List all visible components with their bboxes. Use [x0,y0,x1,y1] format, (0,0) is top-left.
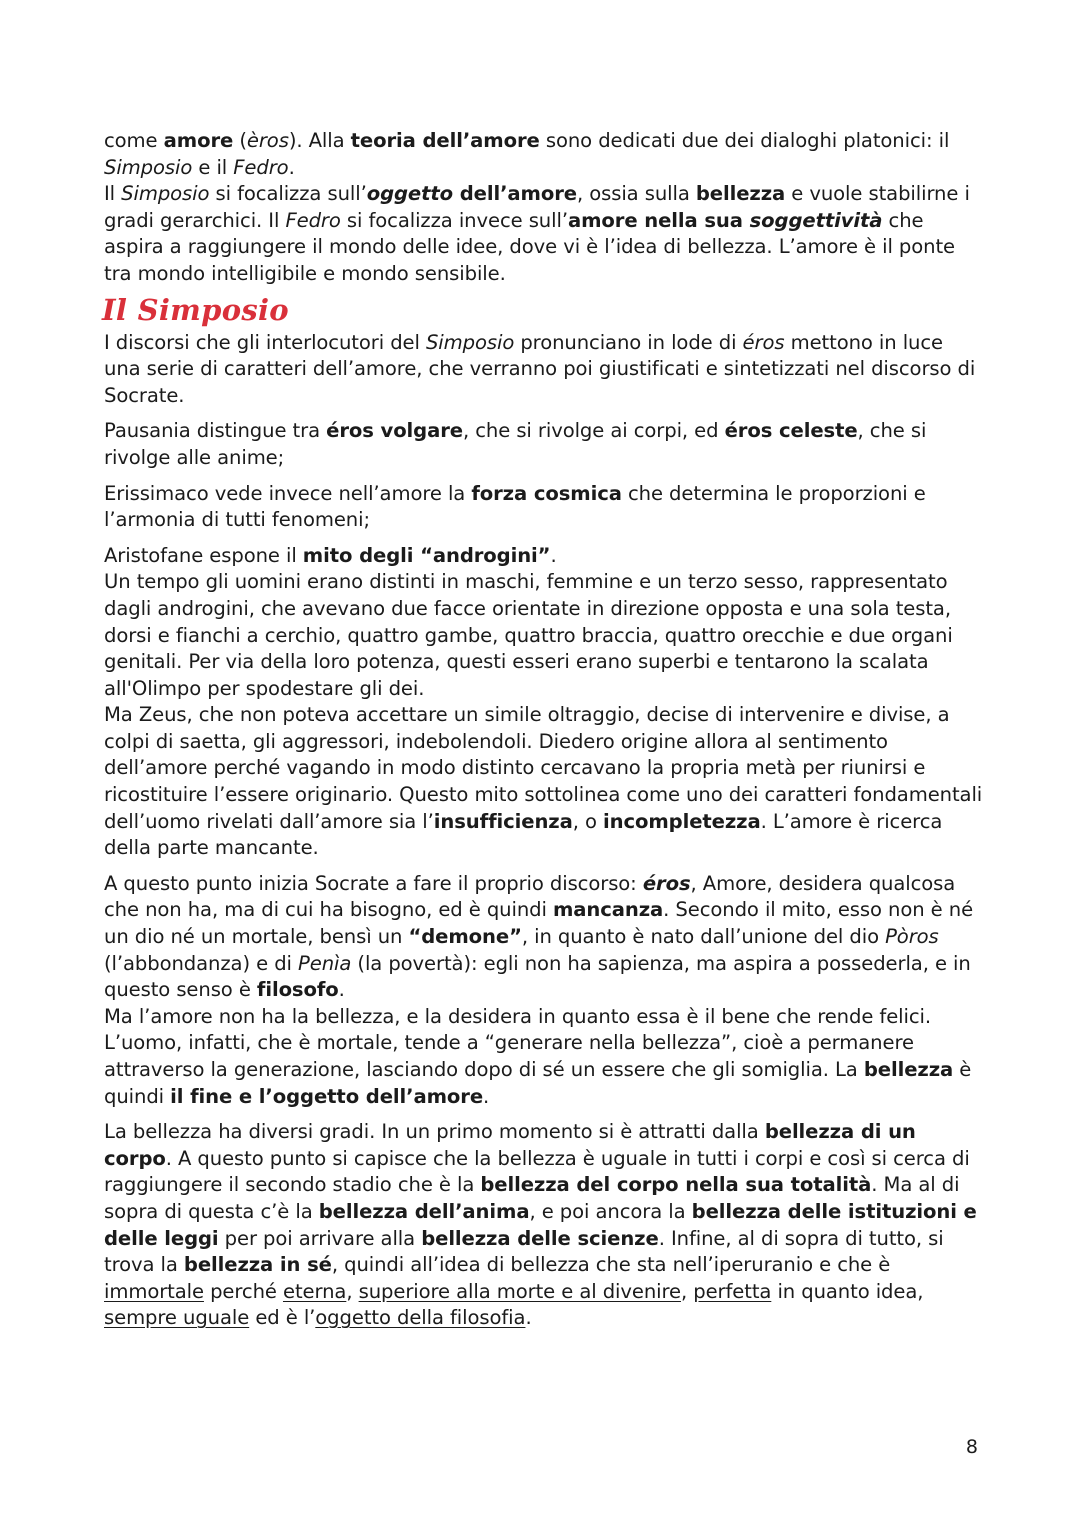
text-run: sempre uguale [104,1306,250,1330]
text-run: bellezza delle scienze [421,1226,659,1250]
text-run: mancanza [552,898,664,922]
text-run: oggetto [366,182,453,206]
text-run: soggettività [749,208,883,232]
paragraph-gradi-bellezza: La bellezza ha diversi gradi. In un primo momento si è attratti dalla bellezza di un corpo. A questo punto si capisce che la bellezza è uguale in tutti i corpi e così si cerca di raggiungere il secondo stadio che è la bellezza del corpo nella sua totalità. Ma al di sopra di questa c’è la bellezza dell’anima, e poi ancora la bellezza delle istituzioni e delle leggi per poi arrivare alla bellezza delle scienze. Infine, al di sopra di tutto, si trova la bellezza in sé, quindi all’idea di bellezza che sta nell’iperuranio e che è immortale perché eterna, superiore alla morte e al divenire, perfetta in quanto idea, sempre uguale ed è l’oggetto della filosofia. [104,1120,977,1330]
paragraph-aristofane: Aristofane espone il mito degli “androgini”. Un tempo gli uomini erano distinti in maschi, femmine e un terzo sesso, rappresentato dagli androgini, che avevano due facce orientate in direzione opposta e una sola testa, dorsi e fianchi a cerchio, quattro gambe, quattro braccia, quattro orecchie e due organi genitali. Per via della loro potenza, questi esseri erano superbi e tentarono la scalata all'Olimpo per spodestare gli dei. Ma Zeus, che non poteva accettare un simile oltraggio, decise di intervenire e divise, a colpi di saetta, gli aggressori, indebolendoli. Diedero origine allora al sentimento dell’amore perché vagando in modo distinto cercavano la propria metà per riunirsi e ricostituire l’essere originario. Questo mito sottolinea come uno dei caratteri fondamentali dell’uomo rivelati dall’amore sia l’insufficienza, o incompletezza. L’amore è ricerca della parte mancante. [104,543,983,860]
text-run: bellezza del corpo nella sua totalità [480,1173,872,1197]
text-run: Penìa [298,951,352,975]
paragraph-erissimaco: Erissimaco vede invece nell’amore la forza cosmica che determina le proporzioni e l’armonia di tutti fenomeni; [104,481,926,532]
text-run: insufficienza [433,809,573,833]
paragraph-socrate: A questo punto inizia Socrate a fare il proprio discorso: éros, Amore, desidera qualcosa che non ha, ma di cui ha bisogno, ed è quindi mancanza. Secondo il mito, esso non è né un dio né un mortale, bensì un “demone”, in quanto è nato dall’unione del dio Pòros (l’abbondanza) e di Penìa (la povertà): egli non ha sapienza, ma aspira a possederla, e in questo senso è filosofo. Ma l’amore non ha la bellezza, e la desidera in quanto essa è il bene che rende felici. L’uomo, infatti, che è mortale, tende a “generare nella bellezza”, cioè a permanere attraverso la generazione, lasciando dopo di sé un essere che gli somiglia. La bellezza è quindi il fine e l’oggetto dell’amore. [104,871,974,1108]
text-run: Simposio [425,330,515,354]
text-run: filosofo [256,978,339,1002]
text-run: immortale [104,1279,204,1303]
text-run: bellezza di un corpo [104,1120,916,1170]
text-run: éros volgare [326,419,463,443]
text-run: il fine e l’oggetto dell’amore [170,1084,484,1108]
text-run: forza cosmica [471,481,622,505]
paragraph-discorsi: I discorsi che gli interlocutori del Simposio pronunciano in lode di éros mettono in luce una serie di caratteri dell’amore, che verranno poi giustificati e sintetizzati nel discorso di Socrate. [104,330,976,407]
section-title: Il Simposio [102,292,289,327]
text-run: teoria dell’amore [350,129,540,152]
text-run: Simposio [121,182,210,206]
text-run: oggetto della filosofia [315,1306,526,1330]
intro-paragraph: come amore (èros). Alla teoria dell’amore sono dedicati due dei dialoghi platonici: il Simposio e il Fedro. Il Simposio si focalizza sull’oggetto dell’amore, ossia sulla bellezza e vuole stabilirne i gradi gerarchici. Il Fedro si focalizza invece sull’amore nella sua soggettività che aspira a raggiungere il mondo delle idee, dove vi è l’idea di bellezza. L’amore è il ponte tra mondo intelligibile e mondo sensibile. [104,129,970,285]
text-run: bellezza delle istituzioni e delle leggi [104,1199,977,1250]
text-run: èros [246,129,289,152]
text-run: éros celeste [724,419,858,443]
text-run: Fedro [233,155,289,179]
text-run: superiore alla morte e al divenire [358,1279,681,1303]
page-number: 8 [965,1436,978,1458]
text-run: éros [642,871,691,895]
text-run: mito degli “androgini” [302,543,551,567]
text-run: dell’amore [453,182,577,206]
text-run: bellezza [695,182,786,206]
document-page [104,128,984,1332]
text-run: bellezza [863,1058,954,1081]
text-run: incompletezza [603,809,761,833]
text-run: éros [742,330,785,354]
text-run: bellezza in sé [183,1253,332,1277]
text-run: eterna [282,1279,347,1303]
text-run: Pòros [885,925,939,949]
paragraph-pausania: Pausania distingue tra éros volgare, che si rivolge ai corpi, ed éros celeste, che si rivolge alle anime; [104,419,927,469]
text-run: bellezza dell’anima [318,1199,530,1223]
text-run: perfetta [693,1279,772,1303]
text-run: “demone” [408,925,522,949]
text-run: amore [163,129,234,152]
text-run: amore nella sua [567,208,750,232]
text-run: Fedro [285,208,341,232]
text-run: Simposio [104,155,193,179]
